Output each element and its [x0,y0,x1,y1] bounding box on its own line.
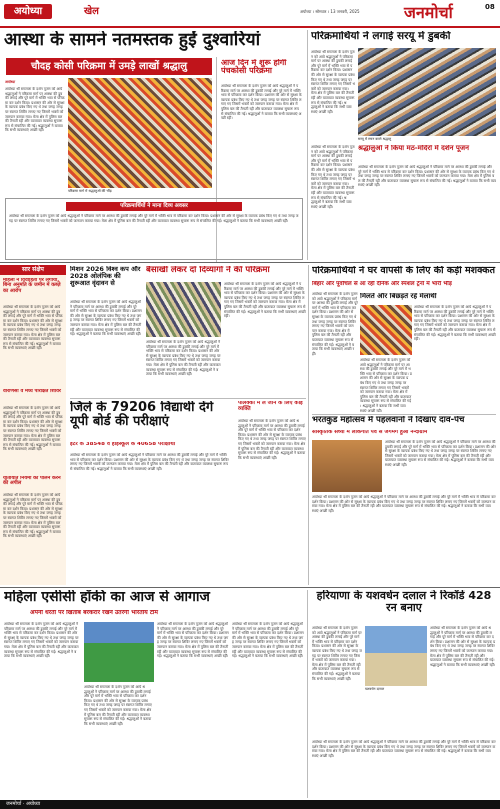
brief-item3-body: अयोध्या श्री रामलला के दर्शन पूजन को आये श्रद्धालुओं ने परिक्रमा मार्ग पर आस्था की डुबकी लगाई और पूरे मार्ग में भक्ति भाव से परिक्रमा कर दर्शन किया। प्रशासन की ओर से सुरक्षा के व्यापक प्रबंध किए गए थे तथा जगह जगह पर स्वागत शिविर लगाए गए जिसमें भक्तों को जलपान कराया गया। मेला क्षेत्र में पुलिस बल की तैनाती रही और यातायात व्यवस्था सुचारू रूप से संचालित की गई। श्रद्धालुओं ने बताया कि सभी व्यवस्थाएं अच्छी रहीं। [3,493,63,539]
middle-h2-body-b: अयोध्या श्री रामलला के दर्शन पूजन को आये श्रद्धालुओं ने परिक्रमा मार्ग पर आस्था की डुबकी लगाई और पूरे मार्ग में भक्ति भाव से परिक्रमा कर दर्शन किया। प्रशासन की ओर से सुरक्षा के व्यापक प्रबंध किए गए थे तथा जगह जगह पर स्वागत शिविर लगाए गए जिसमें भक्तों को जलपान कराया गया। मेला क्षेत्र में पुलिस बल की तैनाती रही और यातायात व्यवस्था सुचारू रूप से संचालित की गई। श्रद्धालुओं ने बताया कि सभी व्यवस्थाएं अच्छी रहीं। [146,340,221,377]
right-top-sub-body: अयोध्या श्री रामलला के दर्शन पूजन को आये श्रद्धालुओं ने परिक्रमा मार्ग पर आस्था की डुबकी लगाई और पूरे मार्ग में भक्ति भाव से परिक्रमा कर दर्शन किया। प्रशासन की ओर से सुरक्षा के व्यापक प्रबंध किए गए थे तथा जगह जगह पर स्वागत शिविर लगाए गए जिसमें भक्तों को जलपान कराया गया। मेला क्षेत्र में पुलिस बल की तैनाती रही और यातायात व्यवस्था सुचारू रूप से संचालित की गई। श्रद्धालुओं ने बताया कि सभी व्यवस्थाएं अच्छी रहीं। [358,165,496,188]
cricket-photo [365,626,427,686]
lead-box-body: अयोध्या श्री रामलला के दर्शन पूजन को आये श्रद्धालुओं ने परिक्रमा मार्ग पर आस्था की डुबकी लगाई और पूरे मार्ग में भक्ति भाव से परिक्रमा कर दर्शन किया। प्रशासन की ओर से सुरक्षा के व्यापक प्रबंध किए गए थे तथा जगह जगह पर स्वागत शिविर लगाए गए जिसमें भक्तों को जलपान कराया गया। मेला क्षेत्र में पुलिस बल की तैनाती रही और यातायात व्यवस्था सुचारू रूप से संचालित की गई। श्रद्धालुओं ने बताया कि सभी व्यवस्थाएं अच्छी रहीं। [9,214,299,223]
wrestling-body-a: अयोध्या श्री रामलला के दर्शन पूजन को आये श्रद्धालुओं ने परिक्रमा मार्ग पर आस्था की डुबकी लगाई और पूरे मार्ग में भक्ति भाव से परिक्रमा कर दर्शन किया। प्रशासन की ओर से सुरक्षा के व्यापक प्रबंध किए गए थे तथा जगह जगह पर स्वागत शिविर लगाए गए जिसमें भक्तों को जलपान कराया गया। मेला क्षेत्र में पुलिस बल की तैनाती रही और यातायात व्यवस्था सुचारू रूप से संचालित की गई। श्रद्धालुओं ने बताया कि सभी व्यवस्थाएं अच्छी रहीं। [385,440,496,467]
lead-body-col1: अयोध्या श्री रामलला के दर्शन पूजन को आये श्रद्धालुओं ने परिक्रमा मार्ग पर आस्था की डुबकी लगाई और पूरे मार्ग में भक्ति भाव से परिक्रमा कर दर्शन किया। प्रशासन की ओर से सुरक्षा के व्यापक प्रबंध किए गए थे तथा जगह जगह पर स्वागत शिविर लगाए गए जिसमें भक्तों को जलपान कराया गया। मेला क्षेत्र में पुलिस बल की तैनाती रही और यातायात व्यवस्था सुचारू रूप से संचालित की गई। श्रद्धालुओं ने बताया कि सभी व्यवस्थाएं अच्छी रहीं। [5,87,65,133]
footer-text: जनमोर्चा · अयोध्या [6,801,41,807]
cricket-body-a: अयोध्या श्री रामलला के दर्शन पूजन को आये श्रद्धालुओं ने परिक्रमा मार्ग पर आस्था की डुबकी लगाई और पूरे मार्ग में भक्ति भाव से परिक्रमा कर दर्शन किया। प्रशासन की ओर से सुरक्षा के व्यापक प्रबंध किए गए थे तथा जगह जगह पर स्वागत शिविर लगाए गए जिसमें भक्तों को जलपान कराया गया। मेला क्षेत्र में पुलिस बल की तैनाती रही और यातायात व्यवस्था सुचारू रूप से संचालित की गई। श्रद्धालुओं ने बताया कि सभी व्यवस्थाएं अच्छी रहीं। [312,626,362,681]
lead-photo-caption: परिक्रमा मार्ग में श्रद्धालुओं की भीड़ [68,189,112,193]
right-mid-sub2: मिलते और बिछड़ते रहे मेलार्थी [360,293,437,300]
masthead: जनमोर्चा [404,3,453,22]
page-footer [0,800,500,809]
wrestling-headline: भरतकुंड महोत्सव में पहलवानों ने दिखाए दांव-पेंच [312,416,465,425]
hockey-sub: अपनी धरती पर खिताब बरकरार रखने उतरेगी भारतीय टीम [30,610,159,616]
lead-box [5,198,303,260]
middle-h1-body: अयोध्या श्री रामलला के दर्शन पूजन को आये श्रद्धालुओं ने परिक्रमा मार्ग पर आस्था की डुबकी लगाई और पूरे मार्ग में भक्ति भाव से परिक्रमा कर दर्शन किया। प्रशासन की ओर से सुरक्षा के व्यापक प्रबंध किए गए थे तथा जगह जगह पर स्वागत शिविर लगाए गए जिसमें भक्तों को जलपान कराया गया। मेला क्षेत्र में पुलिस बल की तैनाती रही और यातायात व्यवस्था सुचारू रूप से संचालित की गई। श्रद्धालुओं ने बताया कि सभी व्यवस्थाएं अच्छी रहीं। [70,300,142,337]
wrestling-sub: सांस्कृतिक संध्या में लोकगीत पर्व से जगमग हुआ नन्दीग्राम [312,430,428,435]
right-top-headline: परिक्रमार्थियों ने लगाई सरयू में डुबकी [311,31,451,42]
middle-h3: जिले के 79206 विद्यार्थी देंगे यूपी बोर्ड की परीक्षाएं [70,401,214,429]
hockey-headline: महिला एसीसी हॉकी का आज से आगाज [4,590,210,605]
cricket-body-c: अयोध्या श्री रामलला के दर्शन पूजन को आये श्रद्धालुओं ने परिक्रमा मार्ग पर आस्था की डुबकी लगाई और पूरे मार्ग में भक्ति भाव से परिक्रमा कर दर्शन किया। प्रशासन की ओर से सुरक्षा के व्यापक प्रबंध किए गए थे तथा जगह जगह पर स्वागत शिविर लगाए गए जिसमें भक्तों को जलपान कराया गया। मेला क्षेत्र में पुलिस बल की तैनाती रही और यातायात व्यवस्था सुचारू रूप से संचालित की गई। श्रद्धालुओं ने बताया कि सभी व्यवस्थाएं अच्छी रहीं। [312,740,496,758]
right-mid-sub: बिहार और पूर्वांचल से आ रही दैनिक और स्पेशल ट्रेनों में भारी भीड़ [312,281,452,287]
cricket-body-b: अयोध्या श्री रामलला के दर्शन पूजन को आये श्रद्धालुओं ने परिक्रमा मार्ग पर आस्था की डुबकी लगाई और पूरे मार्ग में भक्ति भाव से परिक्रमा कर दर्शन किया। प्रशासन की ओर से सुरक्षा के व्यापक प्रबंध किए गए थे तथा जगह जगह पर स्वागत शिविर लगाए गए जिसमें भक्तों को जलपान कराया गया। मेला क्षेत्र में पुलिस बल की तैनाती रही और यातायात व्यवस्था सुचारू रूप से संचालित की गई। श्रद्धालुओं ने बताया कि सभी व्यवस्थाएं अच्छी रहीं। [430,626,496,667]
date-line: अयोध्या । सोमवार । 13 जनवरी, 2025 [300,9,360,14]
brief-item1-body: अयोध्या श्री रामलला के दर्शन पूजन को आये श्रद्धालुओं ने परिक्रमा मार्ग पर आस्था की डुबकी लगाई और पूरे मार्ग में भक्ति भाव से परिक्रमा कर दर्शन किया। प्रशासन की ओर से सुरक्षा के व्यापक प्रबंध किए गए थे तथा जगह जगह पर स्वागत शिविर लगाए गए जिसमें भक्तों को जलपान कराया गया। मेला क्षेत्र में पुलिस बल की तैनाती रही और यातायात व्यवस्था सुचारू रूप से संचालित की गई। श्रद्धालुओं ने बताया कि सभी व्यवस्थाएं अच्छी रहीं। [3,305,63,351]
hockey-body-a: अयोध्या श्री रामलला के दर्शन पूजन को आये श्रद्धालुओं ने परिक्रमा मार्ग पर आस्था की डुबकी लगाई और पूरे मार्ग में भक्ति भाव से परिक्रमा कर दर्शन किया। प्रशासन की ओर से सुरक्षा के व्यापक प्रबंध किए गए थे तथा जगह जगह पर स्वागत शिविर लगाए गए जिसमें भक्तों को जलपान कराया गया। मेला क्षेत्र में पुलिस बल की तैनाती रही और यातायात व्यवस्था सुचारू रूप से संचालित की गई। श्रद्धालुओं ने बताया कि सभी व्यवस्थाएं अच्छी रहीं। [4,622,79,659]
hockey-photo [84,622,154,682]
city-label: अयोध्या [4,4,52,19]
middle-photo [146,282,221,337]
wrestling-photo [312,440,382,492]
brief-item2-title: वाराणसी व मध्य परिक्षित शिविर [3,389,61,394]
right-mid-body-a: अयोध्या श्री रामलला के दर्शन पूजन को आये श्रद्धालुओं ने परिक्रमा मार्ग पर आस्था की डुबकी लगाई और पूरे मार्ग में भक्ति भाव से परिक्रमा कर दर्शन किया। प्रशासन की ओर से सुरक्षा के व्यापक प्रबंध किए गए थे तथा जगह जगह पर स्वागत शिविर लगाए गए जिसमें भक्तों को जलपान कराया गया। मेला क्षेत्र में पुलिस बल की तैनाती रही और यातायात व्यवस्था सुचारू रूप से संचालित की गई। श्रद्धालुओं ने बताया कि सभी व्यवस्थाएं अच्छी रहीं। [312,292,358,356]
side-headline: आज दिन में शुरू होगी पंचकोसी परिक्रमा [221,59,287,76]
wrestling-body-b: अयोध्या श्री रामलला के दर्शन पूजन को आये श्रद्धालुओं ने परिक्रमा मार्ग पर आस्था की डुबकी लगाई और पूरे मार्ग में भक्ति भाव से परिक्रमा कर दर्शन किया। प्रशासन की ओर से सुरक्षा के व्यापक प्रबंध किए गए थे तथा जगह जगह पर स्वागत शिविर लगाए गए जिसमें भक्तों को जलपान कराया गया। मेला क्षेत्र में पुलिस बल की तैनाती रही और यातायात व्यवस्था सुचारू रूप से संचालित की गई। श्रद्धालुओं ने बताया कि सभी व्यवस्थाएं अच्छी रहीं। [312,495,496,513]
lead-headline: आस्था के सामने नतमस्तक हुईं दुश्वारियां [4,31,261,50]
brief-item3-title: यातायात नियमों का पालन करने की अपील [3,476,61,487]
right-top-body-col2: अयोध्या श्री रामलला के दर्शन पूजन को आये श्रद्धालुओं ने परिक्रमा मार्ग पर आस्था की डुबकी लगाई और पूरे मार्ग में भक्ति भाव से परिक्रमा कर दर्शन किया। प्रशासन की ओर से सुरक्षा के व्यापक प्रबंध किए गए थे तथा जगह जगह पर स्वागत शिविर लगाए गए जिसमें भक्तों को जलपान कराया गया। मेला क्षेत्र में पुलिस बल की तैनाती रही और यातायात व्यवस्था सुचारू रूप से संचालित की गई। श्रद्धालुओं ने बताया कि सभी व्यवस्थाएं अच्छी रहीं। [311,145,355,209]
lead-subhead: चौदह कोसी परिक्रमा में उमड़े लाखों श्रद्धालु [6,58,212,75]
middle-h3-body: अयोध्या श्री रामलला के दर्शन पूजन को आये श्रद्धालुओं ने परिक्रमा मार्ग पर आस्था की डुबकी लगाई और पूरे मार्ग में भक्ति भाव से परिक्रमा कर दर्शन किया। प्रशासन की ओर से सुरक्षा के व्यापक प्रबंध किए गए थे तथा जगह जगह पर स्वागत शिविर लगाए गए जिसमें भक्तों को जलपान कराया गया। मेला क्षेत्र में पुलिस बल की तैनाती रही और यातायात व्यवस्था सुचारू रूप से संचालित की गई। श्रद्धालुओं ने बताया कि सभी व्यवस्थाएं अच्छी रहीं। [70,453,229,471]
middle-h4-body: अयोध्या श्री रामलला के दर्शन पूजन को आये श्रद्धालुओं ने परिक्रमा मार्ग पर आस्था की डुबकी लगाई और पूरे मार्ग में भक्ति भाव से परिक्रमा कर दर्शन किया। प्रशासन की ओर से सुरक्षा के व्यापक प्रबंध किए गए थे तथा जगह जगह पर स्वागत शिविर लगाए गए जिसमें भक्तों को जलपान कराया गया। मेला क्षेत्र में पुलिस बल की तैनाती रही और यातायात व्यवस्था सुचारू रूप से संचालित की गई। श्रद्धालुओं ने बताया कि सभी व्यवस्थाएं अच्छी रहीं। [238,419,306,460]
right-mid-photo [360,305,412,355]
middle-h1: मिशन 2026 विश्व कप और 2028 ओलंपिक की शुरूआत वृंदावन से [70,266,141,287]
cricket-headline: हरियाणा के यशवर्धन दलाल ने रिकॉर्ड 428 रन बनाए [316,590,492,614]
right-top-body-col1: अयोध्या श्री रामलला के दर्शन पूजन को आये श्रद्धालुओं ने परिक्रमा मार्ग पर आस्था की डुबकी लगाई और पूरे मार्ग में भक्ति भाव से परिक्रमा कर दर्शन किया। प्रशासन की ओर से सुरक्षा के व्यापक प्रबंध किए गए थे तथा जगह जगह पर स्वागत शिविर लगाए गए जिसमें भक्तों को जलपान कराया गया। मेला क्षेत्र में पुलिस बल की तैनाती रही और यातायात व्यवस्था सुचारू रूप से संचालित की गई। श्रद्धालुओं ने बताया कि सभी व्यवस्थाएं अच्छी रहीं। [311,50,355,114]
side-body: अयोध्या श्री रामलला के दर्शन पूजन को आये श्रद्धालुओं ने परिक्रमा मार्ग पर आस्था की डुबकी लगाई और पूरे मार्ग में भक्ति भाव से परिक्रमा कर दर्शन किया। प्रशासन की ओर से सुरक्षा के व्यापक प्रबंध किए गए थे तथा जगह जगह पर स्वागत शिविर लगाए गए जिसमें भक्तों को जलपान कराया गया। मेला क्षेत्र में पुलिस बल की तैनाती रही और यातायात व्यवस्था सुचारू रूप से संचालित की गई। श्रद्धालुओं ने बताया कि सभी व्यवस्थाएं अच्छी रहीं। [221,84,302,121]
right-top-sub-headline: श्रद्धालुओं ने किया मठ-मंदिरों में दर्शन पूजन [358,145,469,152]
hockey-body-d: अयोध्या श्री रामलला के दर्शन पूजन को आये श्रद्धालुओं ने परिक्रमा मार्ग पर आस्था की डुबकी लगाई और पूरे मार्ग में भक्ति भाव से परिक्रमा कर दर्शन किया। प्रशासन की ओर से सुरक्षा के व्यापक प्रबंध किए गए थे तथा जगह जगह पर स्वागत शिविर लगाए गए जिसमें भक्तों को जलपान कराया गया। मेला क्षेत्र में पुलिस बल की तैनाती रही और यातायात व्यवस्था सुचारू रूप से संचालित की गई। श्रद्धालुओं ने बताया कि सभी व्यवस्थाएं अच्छी रहीं। [232,622,304,659]
middle-h2-body-a: अयोध्या श्री रामलला के दर्शन पूजन को आये श्रद्धालुओं ने परिक्रमा मार्ग पर आस्था की डुबकी लगाई और पूरे मार्ग में भक्ति भाव से परिक्रमा कर दर्शन किया। प्रशासन की ओर से सुरक्षा के व्यापक प्रबंध किए गए थे तथा जगह जगह पर स्वागत शिविर लगाए गए जिसमें भक्तों को जलपान कराया गया। मेला क्षेत्र में पुलिस बल की तैनाती रही और यातायात व्यवस्था सुचारू रूप से संचालित की गई। श्रद्धालुओं ने बताया कि सभी व्यवस्थाएं अच्छी रहीं। [224,282,306,319]
right-top-photo [358,48,496,136]
right-mid-body-b: अयोध्या श्री रामलला के दर्शन पूजन को आये श्रद्धालुओं ने परिक्रमा मार्ग पर आस्था की डुबकी लगाई और पूरे मार्ग में भक्ति भाव से परिक्रमा कर दर्शन किया। प्रशासन की ओर से सुरक्षा के व्यापक प्रबंध किए गए थे तथा जगह जगह पर स्वागत शिविर लगाए गए जिसमें भक्तों को जलपान कराया गया। मेला क्षेत्र में पुलिस बल की तैनाती रही और यातायात व्यवस्था सुचारू रूप से संचालित की गई। श्रद्धालुओं ने बताया कि सभी व्यवस्थाएं अच्छी रहीं। [414,305,496,342]
hockey-body-c: अयोध्या श्री रामलला के दर्शन पूजन को आये श्रद्धालुओं ने परिक्रमा मार्ग पर आस्था की डुबकी लगाई और पूरे मार्ग में भक्ति भाव से परिक्रमा कर दर्शन किया। प्रशासन की ओर से सुरक्षा के व्यापक प्रबंध किए गए थे तथा जगह जगह पर स्वागत शिविर लगाए गए जिसमें भक्तों को जलपान कराया गया। मेला क्षेत्र में पुलिस बल की तैनाती रही और यातायात व्यवस्था सुचारू रूप से संचालित की गई। श्रद्धालुओं ने बताया कि सभी व्यवस्थाएं अच्छी रहीं। [157,622,229,659]
middle-h2: बैसाखी लेकर दो दिव्यांगों ने की परिक्रमा [146,266,270,275]
brief-label: सार संक्षेप [0,265,66,275]
lead-box-title: परिक्रमार्थियों ने माना दिव्य अवसर [66,202,242,211]
section-label: खेल [84,6,99,17]
brief-item2-body: अयोध्या श्री रामलला के दर्शन पूजन को आये श्रद्धालुओं ने परिक्रमा मार्ग पर आस्था की डुबकी लगाई और पूरे मार्ग में भक्ति भाव से परिक्रमा कर दर्शन किया। प्रशासन की ओर से सुरक्षा के व्यापक प्रबंध किए गए थे तथा जगह जगह पर स्वागत शिविर लगाए गए जिसमें भक्तों को जलपान कराया गया। मेला क्षेत्र में पुलिस बल की तैनाती रही और यातायात व्यवस्था सुचारू रूप से संचालित की गई। श्रद्धालुओं ने बताया कि सभी व्यवस्थाएं अच्छी रहीं। [3,406,63,452]
lead-byline: अयोध्या [5,80,16,84]
middle-h3-sub: इंटर के 38548 व हाईस्कूल के 40658 परीक्षार्थी [70,442,176,447]
brief-item1-title: महिला ने विवाहिता पर लगाया, बिना अनुमति के जमीन में कब्ज़े का आरोप [3,278,61,294]
cricket-photo-caption: यशवर्धन दलाल [365,687,385,691]
right-mid-body-c: अयोध्या श्री रामलला के दर्शन पूजन को आये श्रद्धालुओं ने परिक्रमा मार्ग पर आस्था की डुबकी लगाई और पूरे मार्ग में भक्ति भाव से परिक्रमा कर दर्शन किया। प्रशासन की ओर से सुरक्षा के व्यापक प्रबंध किए गए थे तथा जगह जगह पर स्वागत शिविर लगाए गए जिसमें भक्तों को जलपान कराया गया। मेला क्षेत्र में पुलिस बल की तैनाती रही और यातायात व्यवस्था सुचारू रूप से संचालित की गई। श्रद्धालुओं ने बताया कि सभी व्यवस्थाएं अच्छी रहीं। [360,358,412,412]
page-header [0,0,500,28]
brief-column [0,265,66,585]
hockey-body-b: अयोध्या श्री रामलला के दर्शन पूजन को आये श्रद्धालुओं ने परिक्रमा मार्ग पर आस्था की डुबकी लगाई और पूरे मार्ग में भक्ति भाव से परिक्रमा कर दर्शन किया। प्रशासन की ओर से सुरक्षा के व्यापक प्रबंध किए गए थे तथा जगह जगह पर स्वागत शिविर लगाए गए जिसमें भक्तों को जलपान कराया गया। मेला क्षेत्र में पुलिस बल की तैनाती रही और यातायात व्यवस्था सुचारू रूप से संचालित की गई। श्रद्धालुओं ने बताया कि सभी व्यवस्थाएं अच्छी रहीं। [84,685,152,726]
right-top-photo-caption: सरयू में स्नान करते श्रद्धालु [358,137,392,141]
right-mid-headline: परिक्रमार्थियों ने घर वापसी के लिए की कड़ी मशक्कत [312,266,496,276]
page-number: 08 [485,3,495,11]
middle-h4: पालक्की में ले जाने के लिए कोई व्यक्ति [238,401,303,412]
lead-photo [68,78,212,188]
